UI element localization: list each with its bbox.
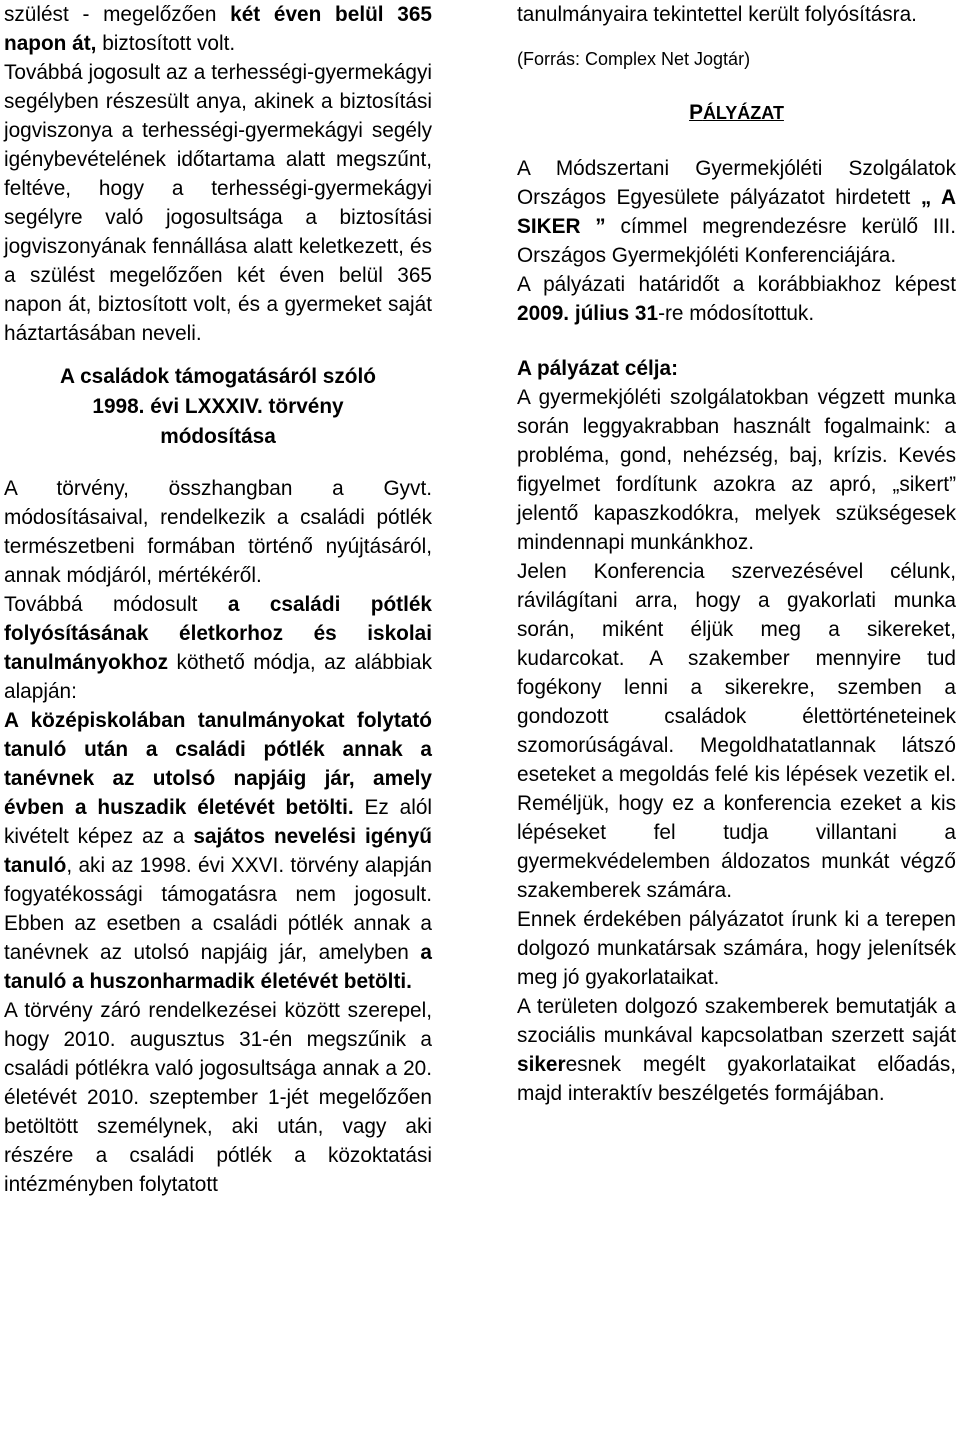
text-run: A pályázati határidőt a korábbiakhoz képest <box>517 273 956 296</box>
bold-run: a családi pótlék folyósításának életkorhoz és iskolai tanulmányokhoz <box>4 593 432 674</box>
bold-run: a tanuló a huszonharmadik életévét betölti. <box>4 941 432 993</box>
bold-run: sajátos nevelési igényű tanuló <box>4 825 432 877</box>
text-run: Ez alól kivételt képez az a <box>4 796 433 848</box>
paragraph-eligibility-end <box>4 0 432 58</box>
text-run: szülést - megelőzően <box>4 3 231 26</box>
text-run: biztosított volt. <box>96 32 236 55</box>
bold-run: július <box>574 302 630 325</box>
source-note: (Forrás: Complex Net Jogtár) <box>517 49 751 69</box>
right-column <box>517 0 956 1108</box>
bold-run: két éven belül 365 napon át, <box>4 3 432 55</box>
text-run: köthető módja, az alábbiak alapján: <box>4 651 432 703</box>
bold-run: 2009. <box>517 302 570 325</box>
paragraph-closing-provisions: A törvény záró rendelkezései között szerepel, hogy 2010. augusztus 31-én megszűnik a családi pótlékra való jogosultsága annak a 20. életévét 2010. szeptember 1-jét megelőzően betöltött személynek, aki után, vagy aki részére a családi pótlék a közoktatási intézményben folytatott <box>4 999 432 1196</box>
text-run: A Módszertani Gyermekjóléti Szolgálatok Országos Egyesülete pályázatot hirdetett <box>517 157 956 209</box>
text-run: A területen dolgozó szakemberek bemutatják a szociális munkával kapcsolatban szerzett saját <box>517 995 956 1047</box>
bold-run: „ A SIKER ” <box>517 186 956 238</box>
paragraph-family-allowance-change <box>4 590 432 996</box>
paragraph-eligibility-mother: Továbbá jogosult az a terhességi-gyermekágyi segélyben részesült anya, akinek a biztosítási jogviszonya a terhességi-gyermekágyi segély igénybevételének időtartama alatt megszűnt, feltéve, hogy a terhességi-gyermekágyi segélyre való jogosultsága a biztosítási jogviszonyának fennállása alatt keletkezett, és a szülést megelőzően két éven belül 365 napon át, biztosított volt, és a gyermeket saját háztartásában neveli. <box>4 61 432 345</box>
heading-line: 1998. évi LXXXIV. törvény <box>92 395 344 418</box>
bold-run: 31 <box>634 302 659 325</box>
paragraph-deadline <box>517 270 956 328</box>
heading-line: módosítása <box>160 425 276 448</box>
title-rest: ÁLYÁZAT <box>702 103 784 123</box>
section-heading-family-support-law <box>4 362 432 452</box>
text-run: -re módosítottuk. <box>658 302 815 325</box>
paragraph-announcement <box>517 154 956 270</box>
text-run: , aki az 1998. évi XXVI. törvény alapján fogyatékossági támogatásra nem jogosult. Ebben az esetben a családi pótlék annak a tanévnek az utolsó napjáig jár, amelyben <box>4 854 432 964</box>
paragraph-continuation: tanulmányaira tekintettel került folyósításra. <box>517 3 917 26</box>
paragraph-call-for-entries: Ennek érdekében pályázatot írunk ki a terepen dolgozó munkatársak számára, hogy jelenítsék meg jó gyakorlataikat. <box>517 908 956 989</box>
text-run: Továbbá módosult <box>4 593 228 616</box>
bold-run: siker <box>517 1053 566 1076</box>
section-title-palyazat <box>517 98 956 128</box>
left-column <box>4 0 432 1199</box>
heading-line: A családok támogatásáról szóló <box>60 365 376 388</box>
text-run: esnek megélt gyakorlataikat előadás, majd interaktív beszélgetés formájában. <box>517 1053 956 1105</box>
text-run: címmel megrendezésre kerülő III. Országos Gyermekjóléti Konferenciájára. <box>517 215 956 267</box>
title-first-letter: P <box>689 101 703 124</box>
bold-run: A középiskolában tanulmányokat folytató tanuló után a családi pótlék annak a tanévnek az utolsó napjáig jár, amely évben a huszadik életévét betölti. <box>4 709 432 819</box>
paragraph-presentation-format <box>517 992 956 1108</box>
paragraph-law-summary: A törvény, összhangban a Gyvt. módosításaival, rendelkezik a családi pótlék természetbeni formában történő nyújtásáról, annak módjáról, mértékéről. <box>4 477 432 587</box>
subheading-goal: A pályázat célja: <box>517 357 679 380</box>
paragraph-goal-intro: A gyermekjóléti szolgálatokban végzett munka során leggyakrabban használt fogalmaink: a probléma, gond, nehézség, baj, krízis. Kevés figyelmet fordítunk azokra az apró, „sikert” jelentő kapaszkodókra, melyek szükségesek mindennapi munkánkhoz. <box>517 386 956 554</box>
paragraph-conference-goal: Jelen Konferencia szervezésével célunk, rávilágítani arra, hogy a gyakorlati munka során, miként éljük meg a sikereket, kudarcokat. A szakember mennyire tud fogékony lenni a sikerekre, szemben a gondozott családok élettörténeteinek szomorúságával. Megoldhatatlannak látszó eseteket a megoldás felé kis lépések vezetik el. Reméljük, hogy ez a konferencia ezeket a kis lépéseket fel tudja villantani a gyermekvédelemben áldozatos munkát végző szakemberek számára. <box>517 560 956 902</box>
